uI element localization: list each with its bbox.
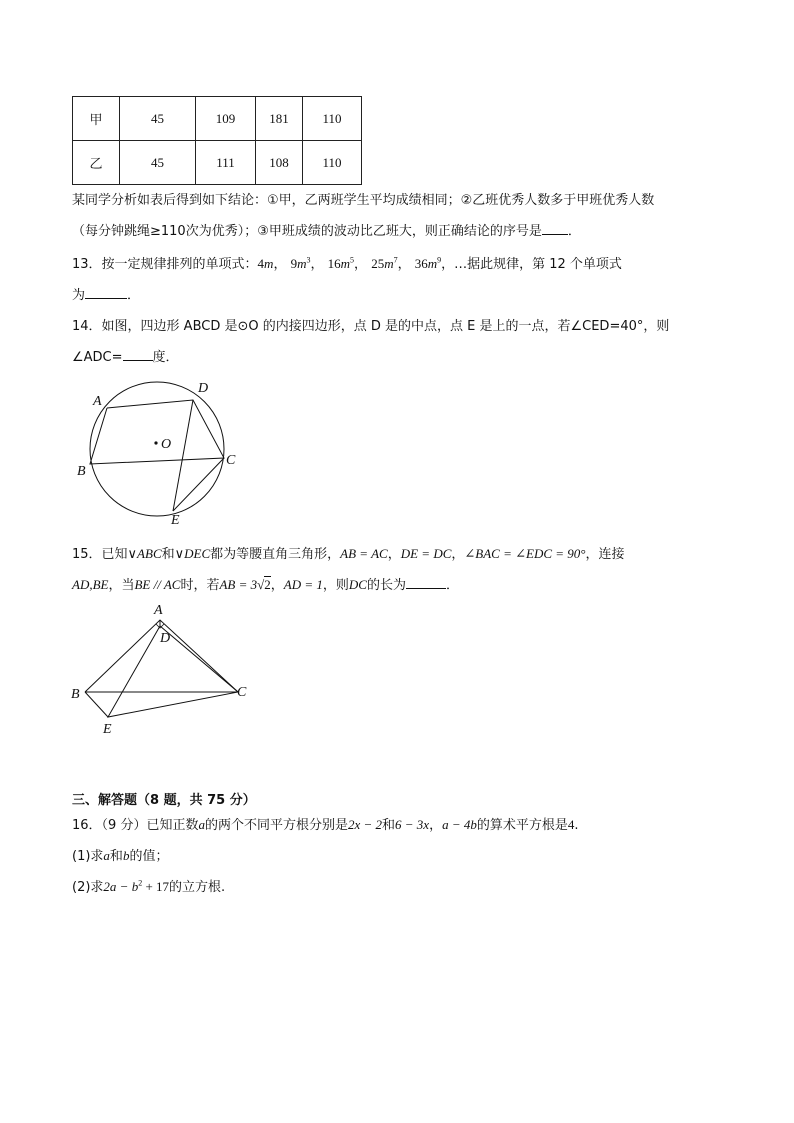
table-cell: 109 xyxy=(196,97,256,141)
q16-part1 xyxy=(72,845,168,864)
q15-text: 的长为 xyxy=(366,578,406,593)
label-a: A xyxy=(154,603,163,618)
term-var: m xyxy=(297,256,307,271)
q13-prefix: 13．按一定规律排列的单项式： xyxy=(72,257,258,272)
triangle-dec-shape xyxy=(108,626,238,717)
label-d: D xyxy=(198,381,209,396)
q15-text: 时，若 xyxy=(180,578,220,593)
answer-blank[interactable] xyxy=(123,348,153,361)
label-e: E xyxy=(171,513,180,528)
label-o: O xyxy=(161,437,172,452)
q15-text: ，当 xyxy=(108,578,135,593)
sqrt-symbol: √ xyxy=(257,577,265,592)
table-cell: 45 xyxy=(120,97,196,141)
term-sep: ， xyxy=(310,257,324,272)
q12-text: （每分钟跳绳≥110次为优秀）；③甲班成绩的波动比乙班大，则正确结论的序号是 xyxy=(72,224,542,239)
q16-text: . xyxy=(574,818,579,833)
label-b: B xyxy=(77,464,86,479)
term-var: m xyxy=(340,256,351,271)
expr-6-3x: 6 − 3x xyxy=(395,817,430,832)
center-point xyxy=(154,441,157,444)
q15-text: 都为等腰直角三角形， xyxy=(210,547,341,562)
eq-de-dc: DE = DC xyxy=(400,546,452,561)
circle-o xyxy=(90,382,224,516)
expr-2x-2: 2x − 2 xyxy=(347,817,383,832)
q15-line2 xyxy=(72,574,459,593)
q13-end: ． xyxy=(127,288,141,303)
q14-figure xyxy=(70,378,240,530)
q15-text: ， xyxy=(387,547,401,562)
table-row xyxy=(73,97,362,141)
term-coef: 36 xyxy=(414,256,428,271)
segments-ad-be: AD,BE xyxy=(72,577,109,592)
segment-be xyxy=(85,692,108,717)
triangle-abc: ∨ABC xyxy=(127,546,162,561)
term-coef: 25 xyxy=(371,256,385,271)
q15-line1 xyxy=(72,543,625,562)
table-cell: 111 xyxy=(196,141,256,185)
var-a: a xyxy=(198,817,205,832)
term-sep: ， xyxy=(273,257,287,272)
label-e: E xyxy=(103,722,112,737)
q14-line2-prefix: ∠ADC= xyxy=(72,350,123,365)
table-cell: 110 xyxy=(303,141,362,185)
q15-text: ， xyxy=(451,547,465,562)
table-cell: 110 xyxy=(303,97,362,141)
q14-line2-suffix: 度． xyxy=(152,350,179,365)
table-cell: 甲 xyxy=(73,97,120,141)
var-a: a xyxy=(103,848,110,863)
radicand: 2 xyxy=(264,577,271,592)
term-coef: 16 xyxy=(327,256,341,271)
q13-suffix: ，…据此规律，第 12 个单项式 xyxy=(441,257,622,272)
term-sep: ， xyxy=(354,257,368,272)
value-4: 4 xyxy=(567,817,575,832)
q15-text: 15．已知 xyxy=(72,547,128,562)
triangle-dec: ∨DEC xyxy=(174,546,211,561)
q13-line2 xyxy=(72,284,140,303)
label-c: C xyxy=(237,685,247,700)
q15-text: 和 xyxy=(161,547,175,562)
term-exp: 9 xyxy=(437,255,442,265)
q16-part2 xyxy=(72,876,225,895)
q12-line1: 某同学分析如表后得到如下结论：①甲，乙两班学生平均成绩相同；②乙班优秀人数多于甲班优秀人数 xyxy=(72,193,655,208)
eq-angles: ∠BAC = ∠EDC = 90° xyxy=(464,546,586,561)
term-var: m xyxy=(427,256,438,271)
q15-end: ． xyxy=(446,578,460,593)
q16-text: 的算术平方根是 xyxy=(476,818,568,833)
term-var: m xyxy=(384,256,394,271)
term-exp: 7 xyxy=(393,255,398,265)
q15-text: ，连接 xyxy=(585,547,625,562)
q15-figure xyxy=(68,600,258,740)
term-coef: 4 xyxy=(257,256,265,271)
q16-text: 16．（9 分）已知正数 xyxy=(72,818,199,833)
section-heading: 三、解答题（8 题，共 75 分） xyxy=(72,793,256,808)
ab-value: AB = 3 xyxy=(219,577,258,592)
dc-label: DC xyxy=(348,577,367,592)
answer-blank[interactable] xyxy=(85,286,127,299)
q12-end: ． xyxy=(567,224,581,239)
segment-de xyxy=(173,400,193,511)
q16-text: 的立方根. xyxy=(169,880,226,895)
label-b: B xyxy=(71,687,80,702)
ad-value: AD = 1 xyxy=(283,577,323,592)
score-table xyxy=(72,96,362,185)
table-cell: 181 xyxy=(256,97,303,141)
q15-text: ， xyxy=(270,578,284,593)
parallel-condition: BE // AC xyxy=(134,577,181,592)
table-cell: 108 xyxy=(256,141,303,185)
q16-text: (1)求 xyxy=(72,849,104,864)
label-c: C xyxy=(226,453,236,468)
q16-text: ， xyxy=(429,818,443,833)
answer-blank[interactable] xyxy=(406,576,446,589)
expr-a-4b: a − 4b xyxy=(442,817,477,832)
term-coef: 9 xyxy=(290,256,298,271)
quadrilateral-abcd xyxy=(90,400,224,464)
q16-text: 的两个不同平方根分别是 xyxy=(204,818,348,833)
q13-line2-prefix: 为 xyxy=(72,288,86,303)
expr-plus-17: + 17 xyxy=(142,879,170,894)
var-b: b xyxy=(122,848,130,863)
q16-line1 xyxy=(72,814,579,833)
eq-ab-ac: AB = AC xyxy=(340,546,388,561)
expr-2a-b: 2a − b xyxy=(103,879,139,894)
exponent: 2 xyxy=(138,878,143,888)
q16-text: 的值； xyxy=(129,849,169,864)
term-var: m xyxy=(264,256,274,271)
q15-text: ，则 xyxy=(322,578,349,593)
answer-blank[interactable] xyxy=(542,222,568,235)
term-sep: ， xyxy=(397,257,411,272)
q16-text: 和 xyxy=(382,818,396,833)
q14-line1: 14．如图，四边形 ABCD 是⊙O 的内接四边形，点 D 是的中点，点 E 是上的一点，若∠CED=40°，则 xyxy=(72,319,670,334)
table-cell: 45 xyxy=(120,141,196,185)
q16-text: (2)求 xyxy=(72,880,104,895)
term-exp: 3 xyxy=(306,255,311,265)
label-d: D xyxy=(160,631,171,646)
table-cell: 乙 xyxy=(73,141,120,185)
q12-line2 xyxy=(72,220,581,239)
q16-text: 和 xyxy=(109,849,123,864)
q13-line1 xyxy=(72,253,622,272)
q14-line2 xyxy=(72,346,179,365)
table-row xyxy=(73,141,362,185)
label-a: A xyxy=(93,394,102,409)
term-exp: 5 xyxy=(350,255,355,265)
